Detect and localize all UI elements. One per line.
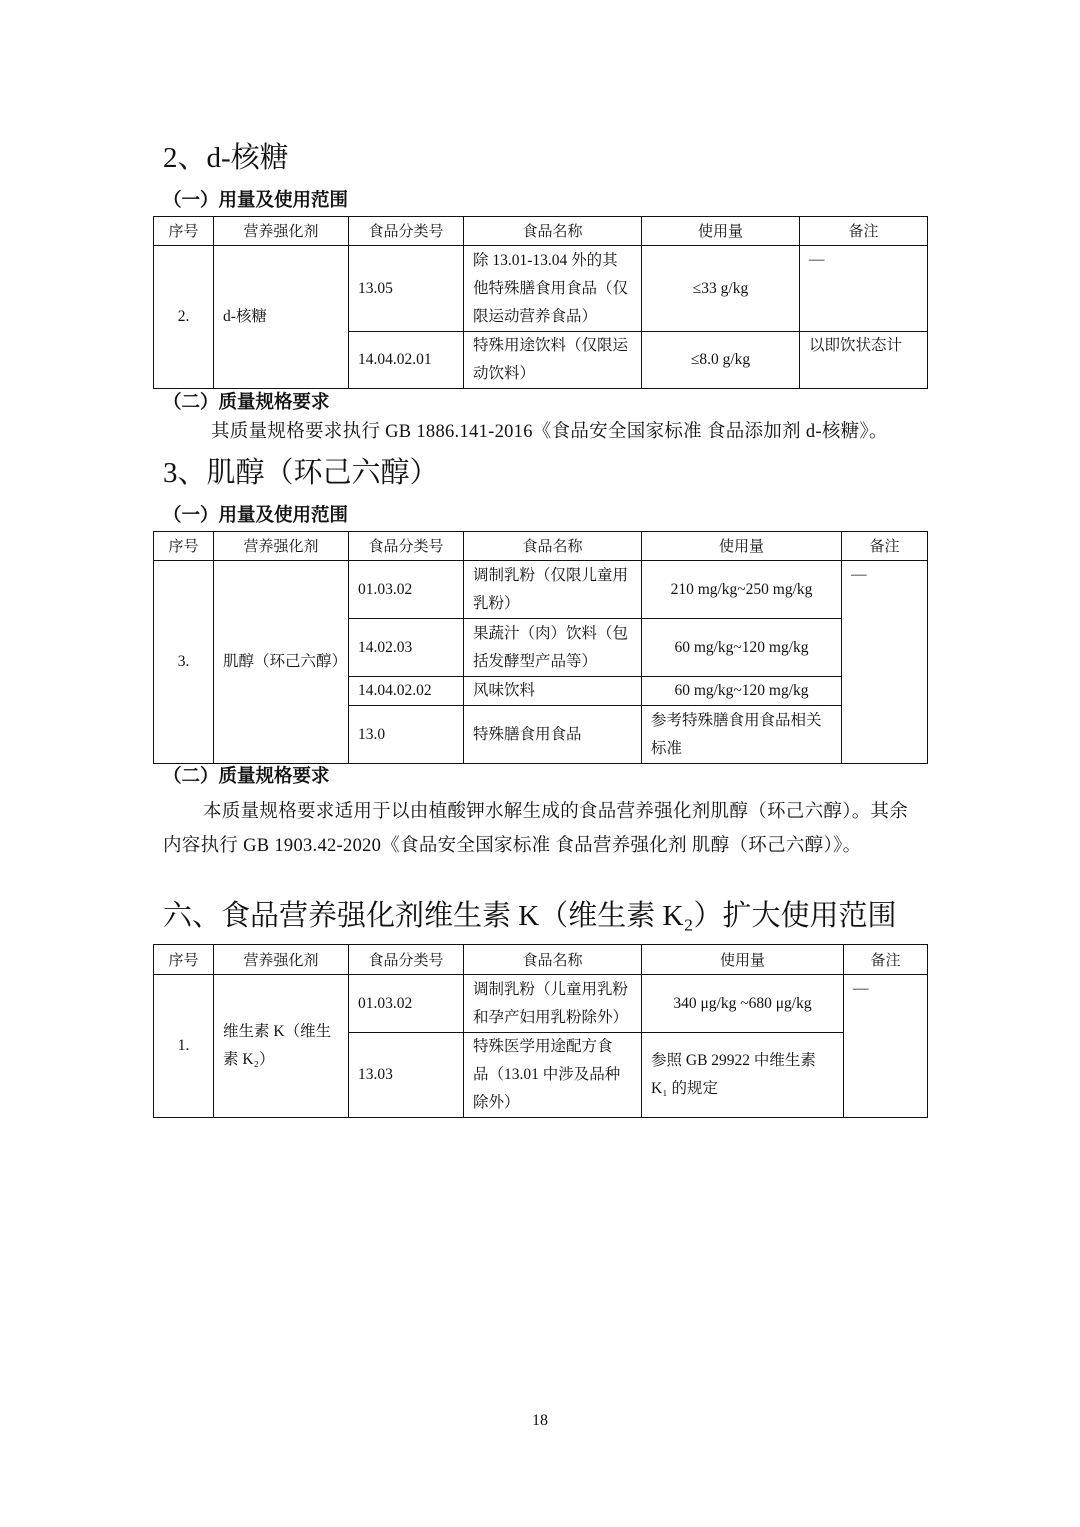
food-name-line: 动饮料） — [473, 365, 536, 382]
food-category-code: 13.03 — [349, 1033, 464, 1118]
header-food-name: 食品名称 — [464, 945, 642, 975]
quality-spec-heading: （二）质量规格要求 — [163, 392, 330, 413]
food-name — [464, 619, 642, 677]
fortifier-name-line: 素 K₂） — [223, 1051, 275, 1068]
section-heading-inositol: 3、肌醇（环己六醇） — [163, 457, 439, 489]
usage-amount-line: 60 mg/kg~120 mg/kg — [674, 682, 809, 699]
food-name-line: 果蔬汁（肉）饮料（包 — [473, 624, 629, 642]
quality-spec-text-line: 本质量规格要求适用于以由植酸钾水解生成的食品营养强化剂肌醇（环己六醇）。其余 — [203, 802, 909, 822]
food-category-code: 14.02.03 — [349, 619, 464, 677]
food-name-line: 除外） — [473, 1094, 520, 1111]
usage-amount — [642, 706, 842, 764]
usage-amount: ≤33 g/kg — [642, 246, 800, 332]
food-name-line: 特殊膳食用食品 — [473, 725, 582, 743]
serial-number: 3. — [154, 561, 214, 764]
food-name — [464, 677, 642, 706]
fortifier-name-line: 维生素 K（维生 — [223, 1023, 332, 1040]
usage-amount — [642, 975, 844, 1033]
fortifier-name: d-核糖 — [214, 246, 349, 389]
inositol-usage-table — [153, 531, 928, 764]
food-category-code: 13.0 — [349, 706, 464, 764]
remark: — — [800, 246, 928, 332]
usage-amount-line: 60 mg/kg~120 mg/kg — [674, 638, 809, 656]
header-serial-number: 序号 — [154, 532, 214, 561]
remark: — — [844, 975, 928, 1118]
food-name-line: 和孕产妇用乳粉除外） — [473, 1008, 629, 1026]
usage-amount-line: 标准 — [651, 739, 683, 757]
food-name — [464, 561, 642, 619]
usage-amount-line: 340 μg/kg ~680 μg/kg — [673, 994, 812, 1012]
serial-number: 2. — [154, 246, 214, 389]
section-heading-vitamin-k: 六、食品营养强化剂维生素 K（维生素 K₂）扩大使用范围 — [163, 900, 897, 932]
header-fortifier: 营养强化剂 — [214, 945, 349, 975]
food-category-code: 14.04.02.02 — [349, 677, 464, 706]
header-usage-amount: 使用量 — [642, 945, 844, 975]
food-name — [464, 246, 642, 332]
header-fortifier: 营养强化剂 — [214, 217, 349, 246]
section-heading-d-ribose: 2、d-核糖 — [163, 142, 289, 174]
header-remark: 备注 — [800, 217, 928, 246]
quality-spec-heading: （二）质量规格要求 — [163, 766, 330, 787]
food-name-line: 除 13.01-13.04 外的其 — [473, 251, 618, 269]
food-name-line: 限运动营养食品） — [473, 307, 598, 325]
usage-amount — [642, 1033, 844, 1118]
usage-amount — [642, 561, 842, 619]
usage-amount — [642, 619, 842, 677]
food-name-line: 特殊用途饮料（仅限运 — [473, 337, 629, 354]
header-food-name: 食品名称 — [464, 532, 642, 561]
usage-amount — [642, 677, 842, 706]
usage-amount-line: 210 mg/kg~250 mg/kg — [670, 580, 813, 598]
fortifier-name: 肌醇（环己六醇） — [214, 561, 349, 764]
table-row — [154, 975, 928, 1033]
food-name — [464, 332, 642, 389]
header-serial-number: 序号 — [154, 945, 214, 975]
food-category-code: 01.03.02 — [349, 975, 464, 1033]
food-category-code: 13.05 — [349, 246, 464, 332]
header-fortifier: 营养强化剂 — [214, 532, 349, 561]
serial-number: 1. — [154, 975, 214, 1118]
usage-amount-line: 参考特殊膳食用食品相关 — [651, 711, 822, 729]
header-usage-amount: 使用量 — [642, 532, 842, 561]
food-name-line: 风味饮料 — [473, 682, 536, 699]
table-row — [154, 561, 928, 619]
usage-amount-line: K₁ 的规定 — [651, 1080, 718, 1097]
header-serial-number: 序号 — [154, 217, 214, 246]
header-food-category-code: 食品分类号 — [349, 217, 464, 246]
food-name-line: 特殊医学用途配方食 — [473, 1038, 613, 1055]
remark: 以即饮状态计 — [800, 332, 928, 389]
fortifier-name — [214, 975, 349, 1118]
usage-scope-heading: （一）用量及使用范围 — [163, 190, 349, 211]
usage-scope-heading: （一）用量及使用范围 — [163, 505, 349, 526]
food-name — [464, 975, 642, 1033]
header-food-name: 食品名称 — [464, 217, 642, 246]
header-usage-amount: 使用量 — [642, 217, 800, 246]
food-name-line: 品（13.01 中涉及品种 — [473, 1066, 621, 1083]
header-remark: 备注 — [844, 945, 928, 975]
header-remark: 备注 — [842, 532, 928, 561]
table-row — [154, 246, 928, 332]
food-category-code: 14.04.02.01 — [349, 332, 464, 389]
remark: — — [842, 561, 928, 764]
d-ribose-usage-table — [153, 216, 928, 389]
food-name-line: 调制乳粉（儿童用乳粉 — [473, 980, 629, 998]
food-name — [464, 1033, 642, 1118]
usage-amount-line: 参照 GB 29922 中维生素 — [651, 1052, 816, 1069]
page-number: 18 — [532, 1412, 548, 1429]
header-food-category-code: 食品分类号 — [349, 945, 464, 975]
header-food-category-code: 食品分类号 — [349, 532, 464, 561]
food-name-line: 括发酵型产品等） — [473, 652, 598, 670]
quality-spec-text: 其质量规格要求执行 GB 1886.141-2016《食品安全国家标准 食品添加剂 d-核糖》。 — [211, 422, 888, 442]
food-name-line: 他特殊膳食用食品（仅 — [473, 279, 629, 297]
vitamin-k-usage-table — [153, 944, 928, 1118]
food-name-line: 乳粉） — [473, 594, 520, 612]
quality-spec-text-line: 内容执行 GB 1903.42-2020《食品安全国家标准 食品营养强化剂 肌醇（环己六醇）》。 — [163, 836, 862, 856]
food-category-code: 01.03.02 — [349, 561, 464, 619]
usage-amount: ≤8.0 g/kg — [642, 332, 800, 389]
food-name-line: 调制乳粉（仅限儿童用 — [473, 566, 629, 584]
food-name — [464, 706, 642, 764]
